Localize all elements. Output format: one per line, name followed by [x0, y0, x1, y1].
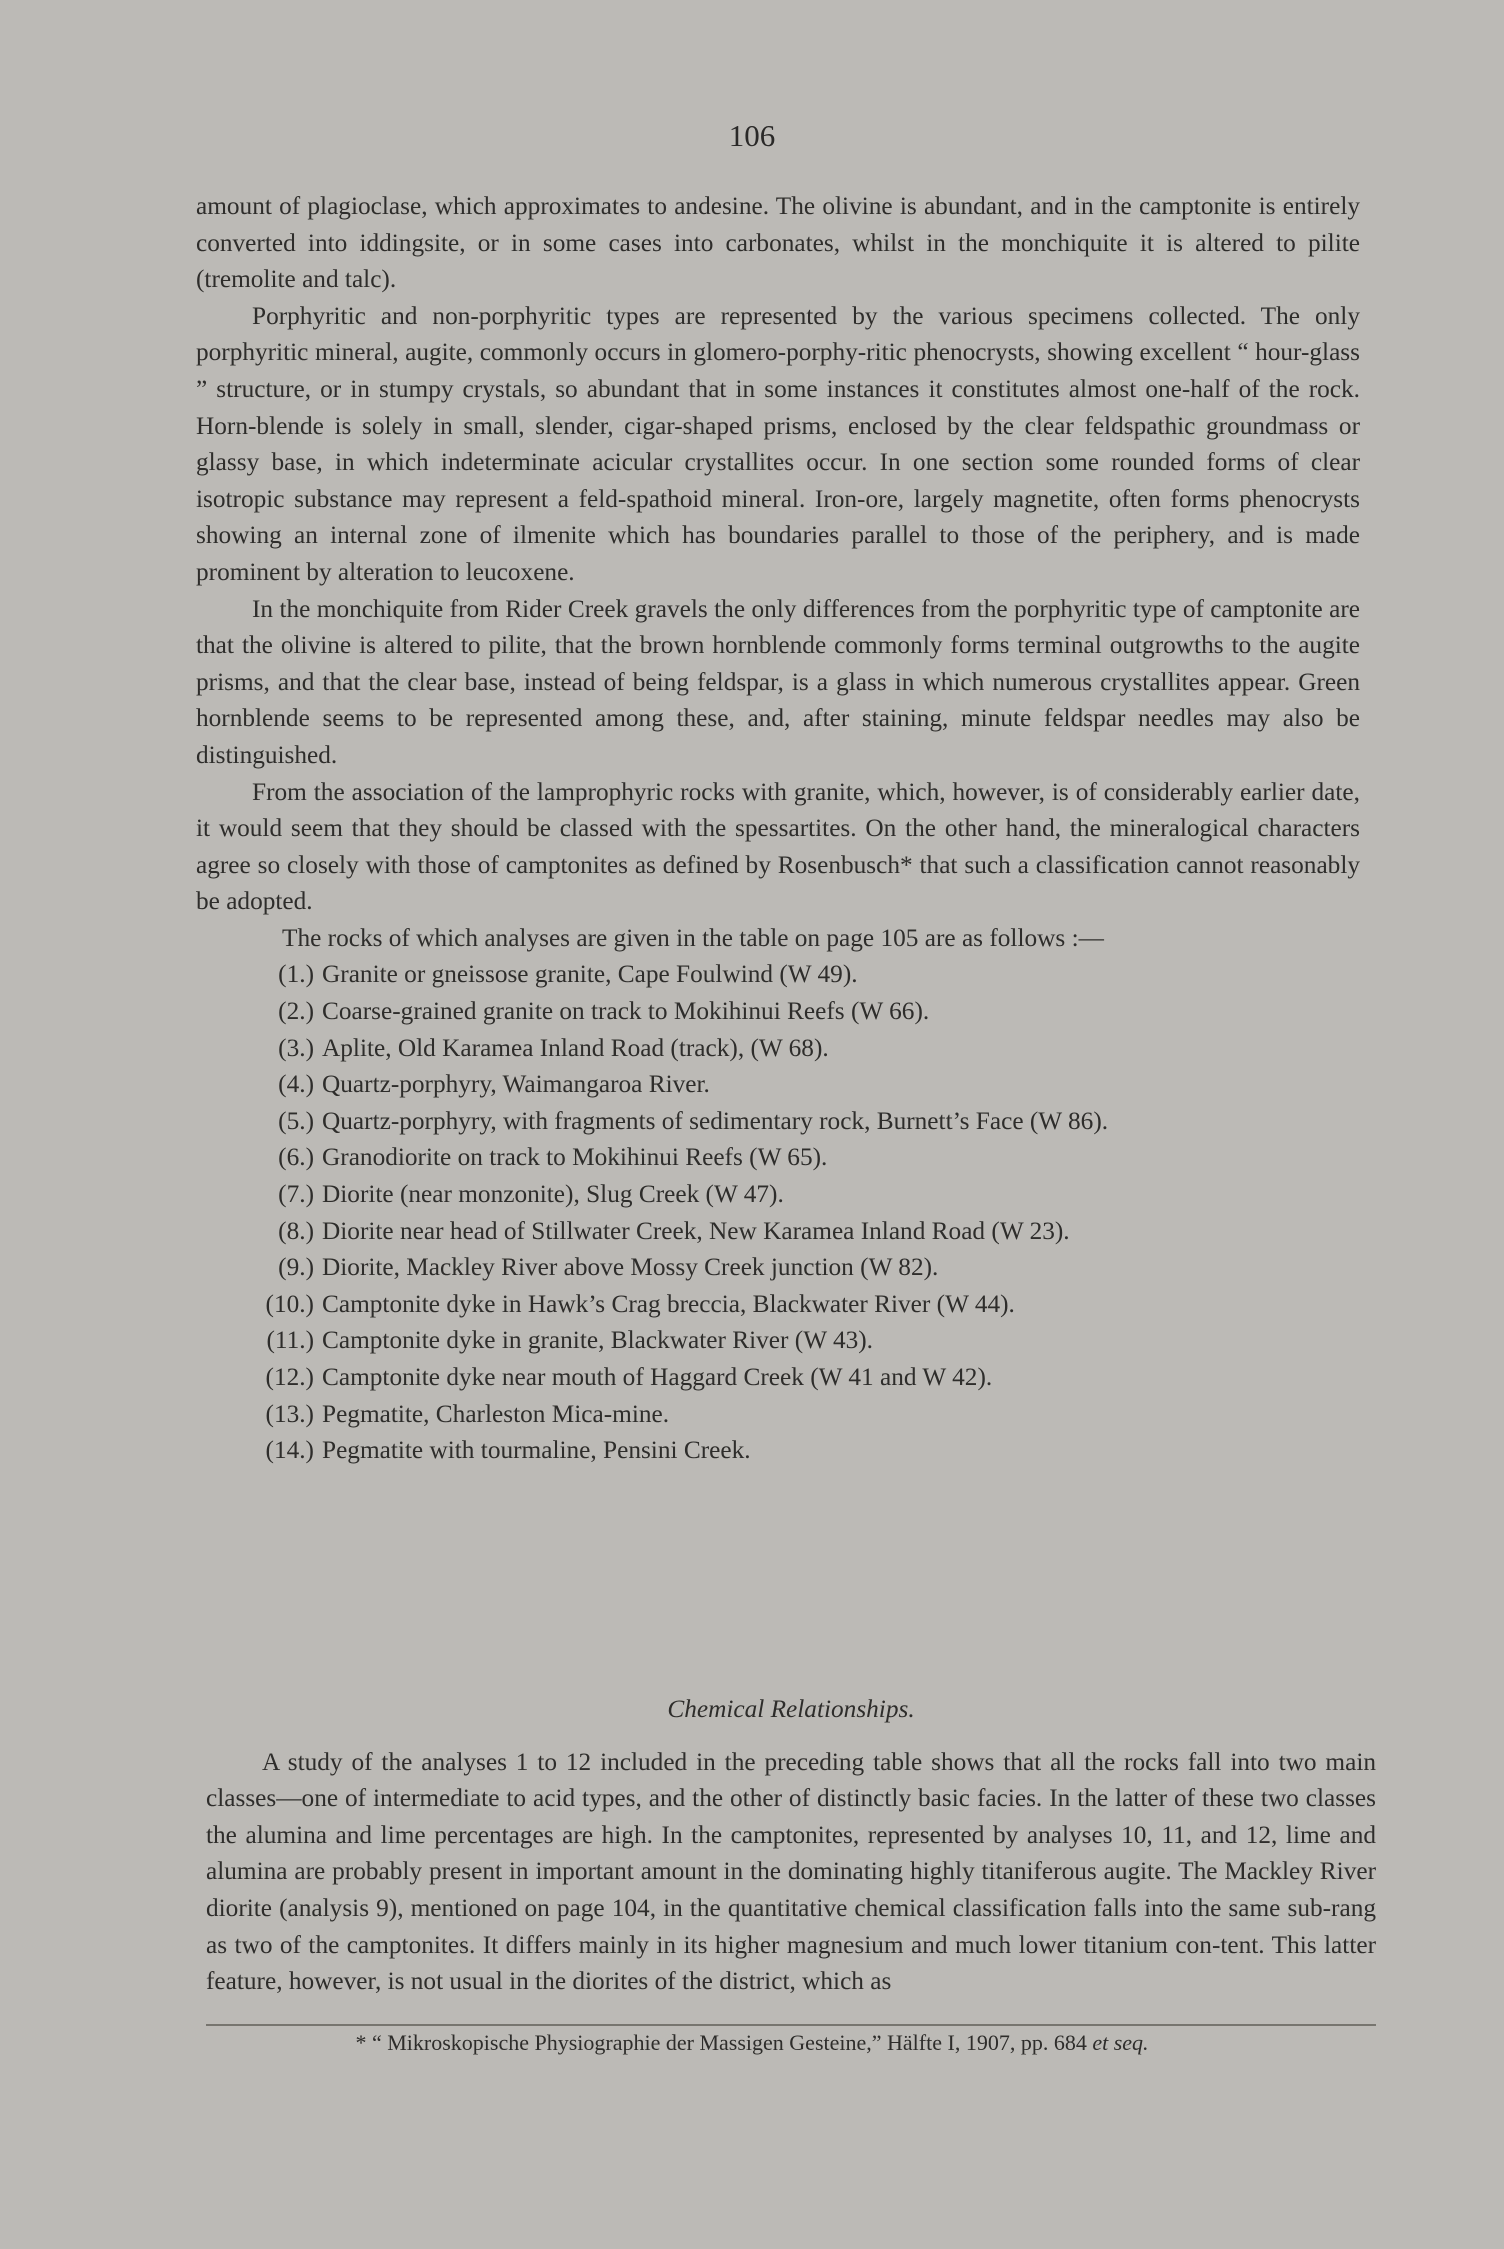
- paragraph-chemical-relationships: A study of the analyses 1 to 12 included in the preceding table shows that all the rocks fall into two main classes—one of intermediate to acid types, and the other of distinctly basic facies. In the latter of these two classes the alumina and lime percentages are high. In the camptonites, represented by analyses 10, 11, and 12, lime and alumina are probably present in important amount in the dominating highly titaniferous augite. The Mackley River diorite (analysis 9), mentioned on page 104, in the quantitative chemical classification falls into the same sub-rang as two of the camptonites. It differs mainly in its higher magnesium and much lower titanium con-tent. This latter feature, however, is not usual in the diorites of the district, which as: [206, 1747, 1376, 1996]
- paragraph-monchiquite: In the monchiquite from Rider Creek gravels the only differences from the porphyritic type of camptonite are that the olivine is altered to pilite, that the brown hornblende commonly forms terminal outgrowths to the augite prisms, and that the clear base, instead of being feldspar, is a glass in which numerous crystallites appear. Green hornblende seems to be represented among these, and, after staining, minute feldspar needles may also be distinguished.: [196, 594, 1360, 769]
- list-item: [196, 1066, 1360, 1103]
- list-item-number: (9.): [278, 1253, 314, 1282]
- list-item-text: Camptonite dyke in Hawk’s Crag breccia, Blackwater River (W 44).: [322, 1289, 1015, 1318]
- list-item-text: Granite or gneissose granite, Cape Foulwind (W 49).: [322, 960, 858, 989]
- list-item: [196, 1139, 1360, 1176]
- list-item-text: Quartz-porphyry, Waimangaroa River.: [322, 1070, 710, 1099]
- rock-analysis-list: [196, 956, 1360, 1468]
- list-item: [196, 993, 1360, 1030]
- list-item-text: Quartz-porphyry, with fragments of sedimentary rock, Burnett’s Face (W 86).: [322, 1106, 1109, 1135]
- list-item: [196, 1249, 1360, 1286]
- list-item-number: (1.): [278, 960, 314, 989]
- list-item-text: Pegmatite with tourmaline, Pensini Creek.: [322, 1436, 751, 1465]
- list-item-text: Granodiorite on track to Mokihinui Reefs (W 65).: [322, 1143, 828, 1172]
- list-item-number: (12.): [265, 1363, 314, 1391]
- footnote-text: * “ Mikroskopische Physiographie der Massigen Gesteine,” Hälfte I, 1907, pp. 684: [355, 2030, 1087, 2055]
- list-item: [196, 956, 1360, 993]
- list-item-number: (13.): [265, 1399, 314, 1428]
- list-item: [196, 1176, 1360, 1213]
- list-item-text: Camptonite dyke in granite, Blackwater River (W 43).: [322, 1326, 873, 1355]
- list-item-text: Aplite, Old Karamea Inland Road (track), (W 68).: [322, 1033, 829, 1062]
- list-item-number: (5.): [278, 1106, 314, 1135]
- footnote-divider: [206, 2024, 1376, 2026]
- list-item: [196, 1432, 1360, 1469]
- list-item-text: Camptonite dyke near mouth of Haggard Creek (W 41 and W 42).: [322, 1363, 993, 1391]
- list-item: [196, 1103, 1360, 1140]
- list-item-number: (8.): [278, 1216, 314, 1245]
- list-item-text: Diorite (near monzonite), Slug Creek (W 47).: [322, 1180, 784, 1209]
- section-heading: Chemical Relationships.: [667, 1695, 915, 1723]
- chemical-relationships-section: [206, 1667, 1376, 2000]
- list-item: [196, 1396, 1360, 1433]
- list-item-text: Coarse-grained granite on track to Mokihinui Reefs (W 66).: [322, 997, 930, 1026]
- list-item-text: Pegmatite, Charleston Mica-mine.: [322, 1399, 670, 1428]
- list-item-number: (14.): [265, 1436, 314, 1465]
- list-item-number: (3.): [278, 1033, 314, 1062]
- body-text: [196, 188, 1360, 1469]
- list-item-number: (6.): [278, 1143, 314, 1172]
- footnote-italic: et seq.: [1092, 2030, 1149, 2055]
- list-item: [196, 1286, 1360, 1323]
- paragraph-continuation: amount of plagioclase, which approximates to andesine. The olivine is abundant, and in the camptonite is entirely converted into iddingsite, or in some cases into carbonates, whilst in the monchiquite it is altered to pilite (tremolite and talc).: [196, 192, 1360, 294]
- list-item: [196, 1322, 1360, 1359]
- list-item: [196, 1030, 1360, 1067]
- list-item-text: Diorite near head of Stillwater Creek, New Karamea Inland Road (W 23).: [322, 1216, 1070, 1245]
- paragraph-classification: From the association of the lamprophyric rocks with granite, which, however, is of considerably earlier date, it would seem that they should be classed with the spessartites. On the other hand, the mineralogical characters agree so closely with those of camptonites as defined by Rosenbusch* that such a classification cannot reasonably be adopted.: [196, 777, 1360, 916]
- rock-list-intro: The rocks of which analyses are given in the table on page 105 are as follows :—: [282, 923, 1104, 952]
- list-item: [196, 1213, 1360, 1250]
- list-item: [196, 1359, 1360, 1396]
- list-item-text: Diorite, Mackley River above Mossy Creek junction (W 82).: [322, 1253, 939, 1282]
- paragraph-porphyritic-types: Porphyritic and non-porphyritic types are represented by the various specimens collected. The only porphyritic mineral, augite, commonly occurs in glomero-porphy-ritic phenocrysts, showing excellent “ hour-glass ” structure, or in stumpy crystals, so abundant that in some instances it constitutes almost one-half of the rock. Horn-blende is solely in small, slender, cigar-shaped prisms, enclosed by the clear feldspathic groundmass or glassy base, in which indeterminate acicular crystallites occur. In one section some rounded forms of clear isotropic substance may represent a feld-spathoid mineral. Iron-ore, largely magnetite, often forms phenocrysts showing an internal zone of ilmenite which has boundaries parallel to those of the periphery, and is made prominent by alteration to leucoxene.: [196, 301, 1360, 586]
- list-item-number: (4.): [278, 1070, 314, 1099]
- list-item-number: (11.): [266, 1326, 314, 1355]
- footnote: [0, 2030, 1504, 2056]
- list-item-number: (10.): [265, 1289, 314, 1318]
- list-item-number: (7.): [278, 1180, 314, 1209]
- list-item-number: (2.): [278, 997, 314, 1026]
- page-number: 106: [728, 118, 776, 153]
